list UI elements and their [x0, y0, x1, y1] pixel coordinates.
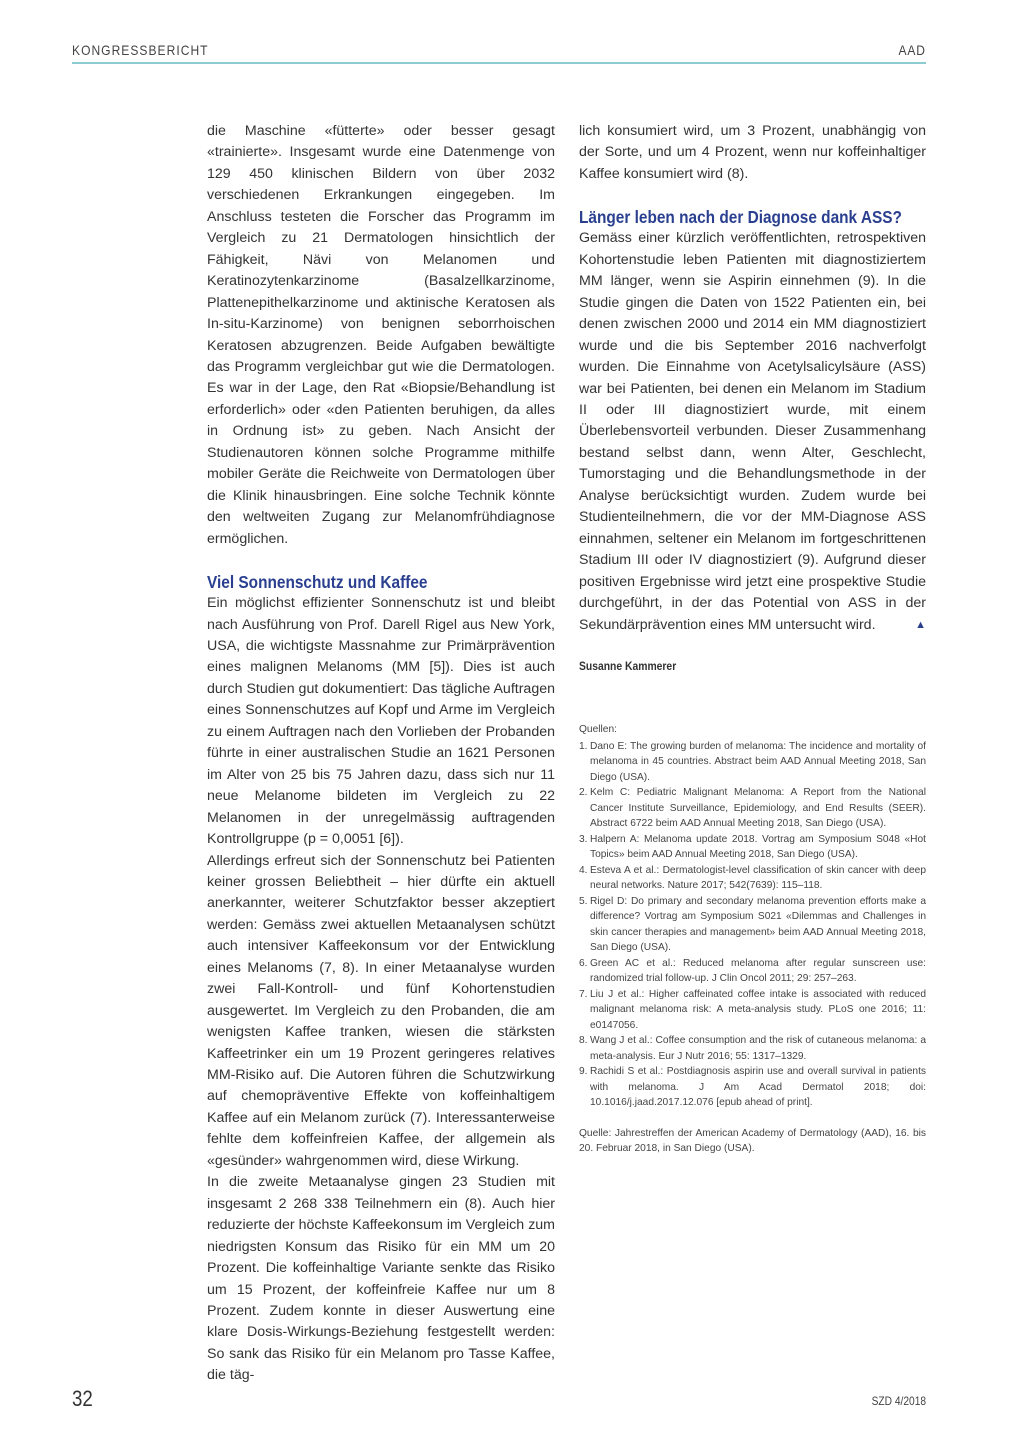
paragraph-text: Gemäss einer kürzlich veröffentlichten, retrospektiven Kohortenstudie leben Patienten mit diagnostiziertem MM länger, wenn sie Aspirin einnehmen (9). In die Studie gingen die Daten von 1522 Patienten ein, bei denen zwischen 2000 und 2014 ein MM diagnostiziert wurde und die bis September 2016 nachverfolgt wurden. Die Einnahme von Acetylsalicylsäure (ASS) war bei Patienten, bei denen ein Melanom im Stadium II oder III diagnostiziert wurde, mit einem Überlebensvorteil verbunden. Dieser Zusammenhang bestand selbst dann, wenn Alter, Geschlecht, Tumorstaging und die Behandlungsmethode in der Analyse berücksichtigt wurden. Zudem wurde bei Studienteilnehmern, die vor der MM-Diagnose ASS einnahmen, seltener ein Melanom im fortgeschrittenen Stadium III oder IV diagnostiziert (9). Aufgrund dieser positiven Ergebnisse wird jetzt eine prospektive Studie durchgeführt, in der das Potential von ASS in der Sekundärprävention eines MM untersucht wird. — [579, 230, 926, 633]
reference-item — [579, 832, 926, 863]
reference-text: Halpern A: Melanoma update 2018. Vortrag am Symposium S048 «Hot Topics» beim AAD Annual Meeting 2018, San Diego (USA). — [590, 833, 926, 860]
reference-item — [579, 1064, 926, 1111]
references-list — [579, 739, 926, 1111]
references-title: Quellen: — [579, 724, 617, 735]
reference-text: Kelm C: Pediatric Malignant Melanoma: A Report from the National Cancer Institute Surveillance, Epidemiology, and End Results (SEER). Abstract 6722 beim AAD Annual Meeting 2018, San Diego (USA). — [590, 787, 926, 829]
paragraph: Ein möglichst effizienter Sonnenschutz ist und bleibt nach Ausführung von Prof. Darell Rigel aus New York, USA, die wichtigste Massnahme zur Primärprävention eines malignen Melanoms (MM [5]). Dies ist auch durch Studien gut dokumentiert: Das tägliche Auftragen eines Sonnenschutzes auf Kopf und Arme im Vergleich zu einem Auftragen nach den Vorlieben der Probanden führte in einer australischen Studie an 1621 Personen im Alter von 25 bis 75 Jahren dazu, dass sich nur 11 neue Melanome bildeten im Vergleich zu 22 Melanomen in der unregelmässig auftragenden Kontrollgruppe (p = 0,0051 [6]). — [207, 595, 555, 848]
reference-text: Liu J et al.: Higher caffeinated coffee intake is associated with reduced malignant melanoma risk: A meta-analysis study. PLoS one 2016; 11: e0147056. — [590, 988, 926, 1031]
page-number: 32 — [72, 1386, 93, 1411]
reference-text: Wang J et al.: Coffee consumption and the risk of cutaneous melanoma: a meta-analysis. Eur J Nutr 2016; 55: 1317–1329. — [590, 1035, 926, 1062]
running-header — [72, 42, 926, 64]
paragraph — [579, 228, 926, 636]
source-note: Quelle: Jahrestreffen der American Academy of Dermatology (AAD), 16. bis 20. Februar 2018, in San Diego (USA). — [579, 1127, 926, 1154]
end-of-article-triangle-icon: ▲ — [915, 618, 926, 631]
issue-label: SZD 4/2018 — [871, 1394, 926, 1408]
header-rule — [72, 62, 926, 64]
paragraph: In die zweite Metaanalyse gingen 23 Studien mit insgesamt 2 268 338 Teilnehmern ein (8). Auch hier reduzierte der höchste Kaffeekonsum im Vergleich zum niedrigsten Konsum das Risiko für ein MM um 20 Prozent. Die koffeinhaltige Variante senkte das Risiko um 15 Prozent, der koffeinfreie Kaffee nur um 8 Prozent. Zudem konnte in dieser Auswertung eine klare Dosis-Wirkungs-Beziehung festgestellt werden: So sank das Risiko für ein Melanom pro Tasse Kaffee, die täg- — [207, 1174, 555, 1384]
reference-number: 1. — [579, 740, 588, 752]
topic-label: AAD — [898, 42, 926, 58]
reference-item — [579, 987, 926, 1034]
reference-number: 2. — [579, 787, 588, 798]
reference-text: Rachidi S et al.: Postdiagnosis aspirin use and overall survival in patients with melanoma. J Am Acad Dermatol 2018; doi: 10.1016/j.jaad.2017.12.076 [epub ahead of print]. — [590, 1066, 926, 1108]
reference-number: 7. — [579, 988, 588, 1000]
reference-text: Green AC et al.: Reduced melanoma after regular sunscreen use: randomized trial follow-up. J Clin Oncol 2011; 29: 257–263. — [590, 957, 926, 984]
reference-number: 3. — [579, 833, 588, 845]
section-label: KONGRESSBERICHT — [72, 42, 209, 58]
paragraph: lich konsumiert wird, um 3 Prozent, unabhängig von der Sorte, und um 4 Prozent, wenn nur koffeinhaltiger Kaffee konsumiert wird (8). — [579, 123, 926, 182]
reference-item — [579, 863, 926, 894]
reference-text: Dano E: The growing burden of melanoma: The incidence and mortality of melanoma in 45 countries. Abstract beim AAD Annual Meeting 2018, San Diego (USA). — [590, 740, 926, 783]
reference-item — [579, 894, 926, 956]
reference-number: 5. — [579, 895, 588, 907]
author-name: Susanne Kammerer — [579, 660, 677, 673]
reference-number: 8. — [579, 1035, 588, 1046]
section-heading-sun-coffee: Viel Sonnenschutz und Kaffee — [207, 572, 428, 593]
reference-item — [579, 956, 926, 987]
reference-text: Rigel D: Do primary and secondary melanoma prevention efforts make a difference? Vortrag am Symposium S021 «Dilemmas and Challenges in skin cancer therapies and management» beim AAD Annual Meeting 2018, San Diego (USA). — [590, 895, 926, 953]
reference-text: Esteva A et al.: Dermatologist-level classification of skin cancer with deep neural networks. Nature 2017; 542(7639): 115–118. — [590, 864, 926, 891]
paragraph: Allerdings erfreut sich der Sonnenschutz bei Patienten keiner grossen Beliebtheit – hier dürfte ein aktuell anerkannter, weiterer Schutzfaktor besser akzeptiert werden: Gemäss zwei aktuellen Metaanalysen schützt auch intensiver Kaffeekonsum vor der Entwicklung eines Melanoms (7, 8). In einer Metaanalyse wurden zwei Fall-Kontroll- und fünf Kohortenstudien ausgewertet. Im Vergleich zu den Probanden, die am wenigsten Kaffee tranken, wiesen die stärksten Kaffeetrinker ein um 19 Prozent geringeres relatives MM-Risiko auf. Die Autoren führen die Schutzwirkung auf chemopräventive Effekte von koffeinhaltigem Kaffee auf ein Melanom zurück (7). Interessanterweise fehlte dem koffeinfreien Kaffee, der allgemein als «gesünder» wahrgenommen wird, diese Wirkung. — [207, 852, 555, 1169]
reference-number: 9. — [579, 1066, 588, 1077]
reference-item — [579, 785, 926, 832]
reference-item — [579, 1033, 926, 1064]
references-section — [579, 722, 926, 1157]
reference-item — [579, 739, 926, 786]
right-column — [579, 121, 926, 678]
reference-number: 6. — [579, 957, 588, 969]
left-column — [207, 121, 555, 1387]
reference-number: 4. — [579, 864, 588, 876]
paragraph: die Maschine «fütterte» oder besser gesagt «trainierte». Insgesamt wurde eine Datenmenge von 129 450 klinischen Bildern von über 2032 verschiedenen Erkrankungen eingegeben. Im Anschluss testeten die Forscher das Programm im Vergleich zu 21 Dermatologen hinsichtlich der Fähigkeit, Nävi von Melanomen und Keratinozytenkarzinome (Basalzellkarzinome, Plattenepithelkarzinome und aktinische Keratosen als In-situ-Karzinome) von benignen seborrhoischen Keratosen abzugrenzen. Beide Aufgaben bewältigte das Programm vergleichbar gut wie die Dermatologen. Es war in der Lage, den Rat «Biopsie/Behandlung ist erforderlich» oder «den Patienten beruhigen, da alles in Ordnung ist» zu geben. Nach Ansicht der Studienautoren können solche Programme mithilfe mobiler Geräte die Reichweite von Dermatologen über die Klinik hinausbringen. Eine solche Technik könnte den weltweiten Zugang zur Melanomfrühdiagnose ermöglichen. — [207, 123, 555, 547]
section-heading-ass: Länger leben nach der Diagnose dank ASS? — [579, 207, 902, 228]
